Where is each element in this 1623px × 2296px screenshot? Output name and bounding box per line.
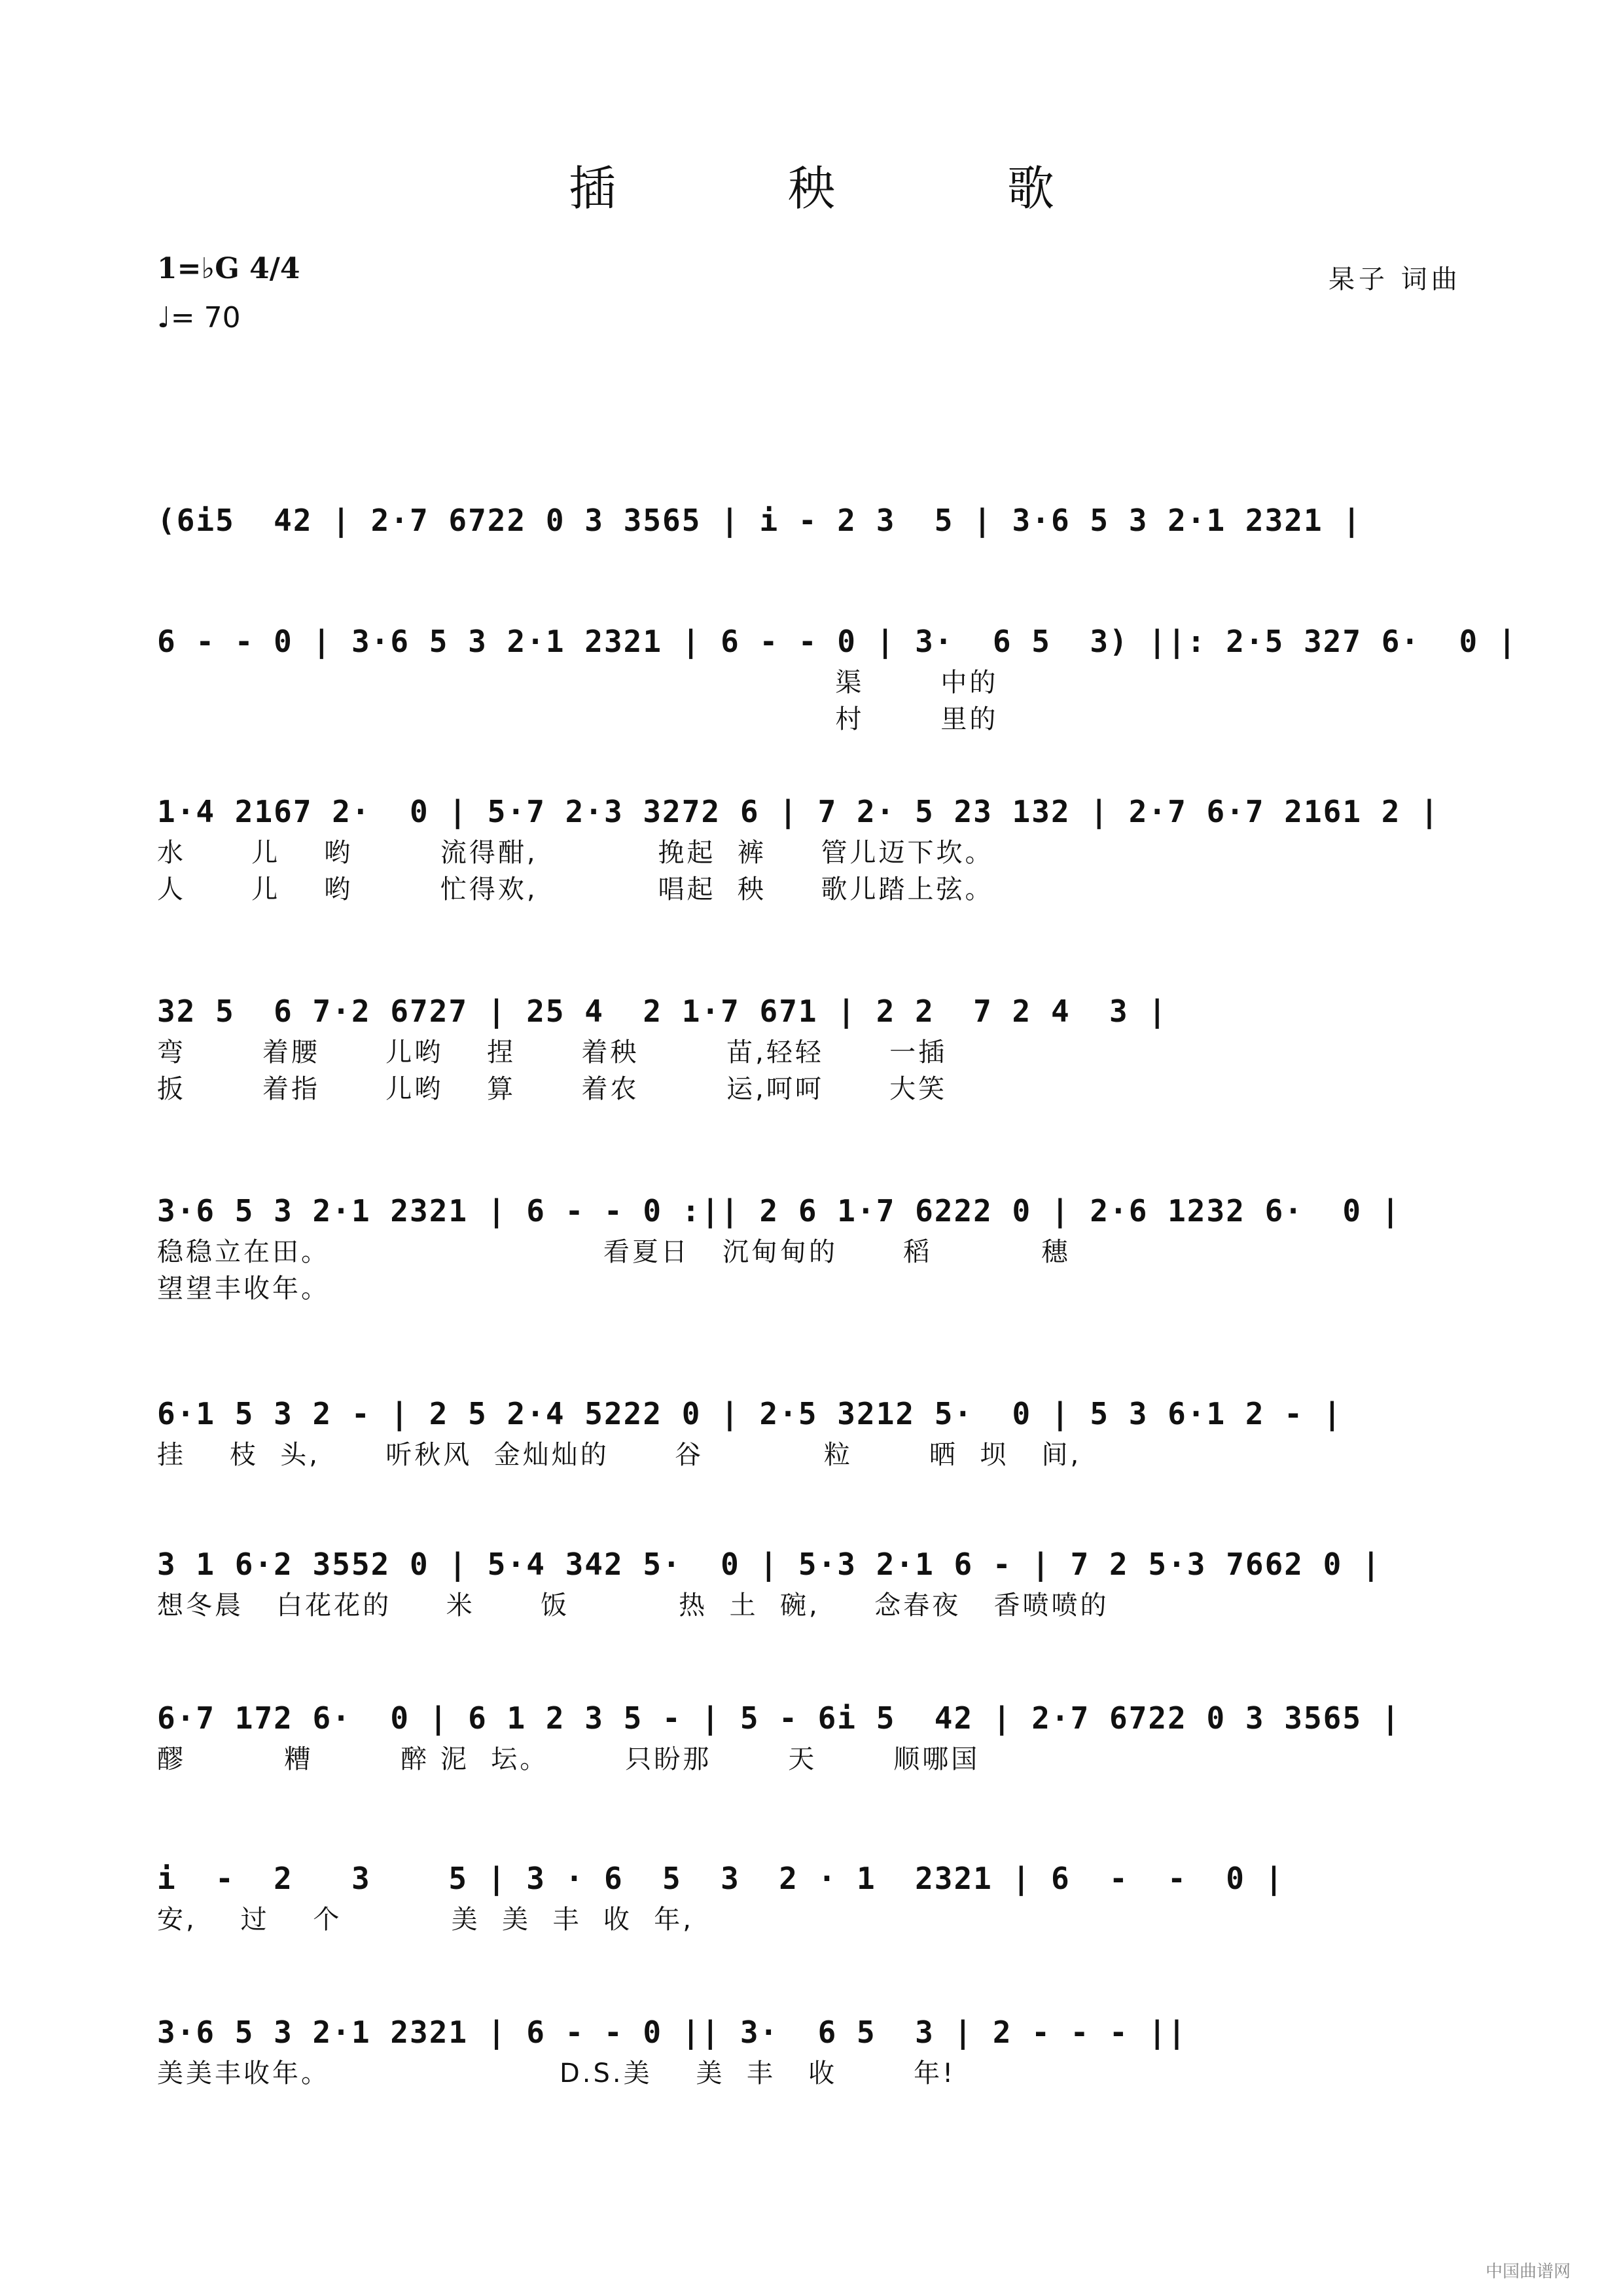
notation-row: 3·6 5 3 2·1 2321 | 6 - - 0 :|| 2 6 1·7 6222 0 | 2·6 1232 6· 0 | xyxy=(157,1193,1401,1229)
score-line xyxy=(157,1695,1466,1778)
lyric-row: 稳稳立在田。 看夏日 沉甸甸的 稻 穗 xyxy=(157,1237,1071,1267)
lyric-row: 安, 过 个 美 美 丰 收 年, xyxy=(157,1905,694,1935)
score-line xyxy=(157,789,1466,908)
tempo-marking: ♩= 70 xyxy=(157,301,241,334)
notation-row: 3 1 6·2 3552 0 | 5·4 342 5· 0 | 5·3 2·1 6 - | 7 2 5·3 7662 0 | xyxy=(157,1547,1382,1582)
notation-row: (6i5 42 | 2·7 6722 0 3 3565 | i - 2 3 5 | 3·6 5 3 2·1 2321 | xyxy=(157,503,1363,538)
notation-row: 6·1 5 3 2 - | 2 5 2·4 5222 0 | 2·5 3212 5· 0 | 5 3 6·1 2 - | xyxy=(157,1396,1343,1431)
score-line xyxy=(157,1391,1466,1473)
key-signature: 1=♭G 4/4 xyxy=(157,252,300,285)
lyric-row: 想冬晨 白花花的 米 饭 热 土 碗, 念春夜 香喷喷的 xyxy=(157,1590,1109,1621)
lyric-row: 醪 糟 醉 泥 坛。 只盼那 天 顺哪国 xyxy=(157,1744,980,1774)
lyric-row: 扳 着指 儿哟 算 着农 运,呵呵 大笑 xyxy=(157,1074,948,1104)
score-line xyxy=(157,1856,1466,1938)
notation-row: 6·7 172 6· 0 | 6 1 2 3 5 - | 5 - 6i 5 42 | 2·7 6722 0 3 3565 | xyxy=(157,1700,1401,1736)
lyric-row: 望望丰收年。 xyxy=(157,1274,330,1304)
score-line xyxy=(157,988,1466,1107)
notation-row: 6 - - 0 | 3·6 5 3 2·1 2321 | 6 - - 0 | 3· 6 5 3) ||: 2·5 327 6· 0 | xyxy=(157,624,1518,659)
lyric-row: 弯 着腰 儿哟 捏 着秧 苗,轻轻 一插 xyxy=(157,1037,948,1067)
page-title: 插 秧 歌 xyxy=(569,161,1133,216)
score-line xyxy=(157,1188,1466,1307)
lyric-row: 人 儿 哟 忙得欢, 唱起 秧 歌儿踏上弦。 xyxy=(157,874,994,905)
notation-row: 1·4 2167 2· 0 | 5·7 2·3 3272 6 | 7 2· 5 23 132 | 2·7 6·7 2161 2 | xyxy=(157,794,1440,829)
notation-row: 32 5 6 7·2 6727 | 25 4 2 1·7 671 | 2 2 7 2 4 3 | xyxy=(157,994,1168,1029)
score-line xyxy=(157,497,1466,543)
lyric-row: 挂 枝 头, 听秋风 金灿灿的 谷 粒 晒 坝 间, xyxy=(157,1440,1082,1470)
watermark: 中国曲谱网 xyxy=(1486,2262,1571,2282)
score-line xyxy=(157,2009,1466,2092)
lyric-row: 渠 中的 xyxy=(157,668,999,698)
score-line xyxy=(157,1541,1466,1624)
lyric-row: 美美丰收年。 D.S.美 美 丰 收 年! xyxy=(157,2058,956,2089)
score-line xyxy=(157,619,1518,738)
notation-row: i - 2 3 5 | 3 · 6 5 3 2 · 1 2321 | 6 - - 0 | xyxy=(157,1861,1285,1896)
notation-row: 3·6 5 3 2·1 2321 | 6 - - 0 || 3· 6 5 3 | 2 - - - || xyxy=(157,2015,1187,2050)
author-credit: 杲子 词曲 xyxy=(1329,264,1461,295)
lyric-row: 村 里的 xyxy=(157,704,999,734)
lyric-row: 水 儿 哟 流得酣, 挽起 裤 管儿迈下坎。 xyxy=(157,838,994,868)
